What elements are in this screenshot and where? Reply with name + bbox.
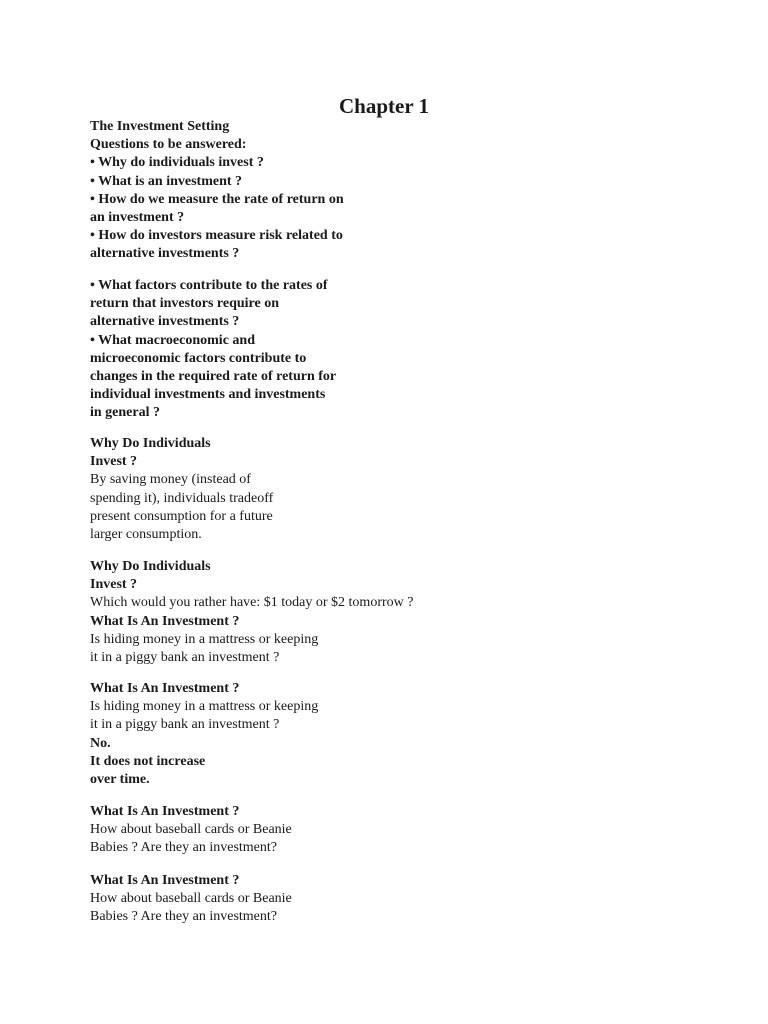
bold-text-line: in general ? (90, 405, 160, 421)
bold-text-line: individual investments and investments (90, 387, 326, 403)
bold-text-line: • How do we measure the rate of return on (90, 191, 344, 207)
text-block (90, 872, 550, 927)
body-text-line: Babies ? Are they an investment? (90, 840, 277, 856)
text-block (90, 558, 550, 667)
body-text-line: it in a piggy bank an investment ? (90, 650, 280, 666)
body-text-line: Is hiding money in a mattress or keeping (90, 699, 319, 715)
bold-text-line: What Is An Investment ? (90, 804, 240, 819)
bold-text-line: It does not increase (90, 753, 206, 769)
bold-text-line: • How do investors measure risk related to (90, 228, 343, 244)
bold-text-line: an investment ? (90, 210, 185, 226)
bold-text-line: over time. (90, 772, 150, 788)
body-text-line: spending it), individuals tradeoff (90, 490, 274, 506)
bold-text-line: return that investors require on (90, 296, 279, 312)
bold-text-line: What Is An Investment ? (90, 873, 240, 888)
body-text-line: it in a piggy bank an investment ? (90, 717, 280, 733)
bold-text-line: Questions to be answered: (90, 137, 247, 153)
text-block (90, 680, 550, 789)
bold-text-line: • What is an investment ? (90, 173, 243, 189)
bold-text-line: Why Do Individuals (90, 436, 211, 451)
text-block (90, 118, 550, 264)
bold-text-line: Why Do Individuals (90, 559, 211, 574)
bold-text-line: Invest ? (90, 577, 138, 593)
body-text-line: How about baseball cards or Beanie (90, 891, 292, 907)
bold-text-line: • What macroeconomic and (90, 332, 255, 348)
bold-text-line: alternative investments ? (90, 246, 240, 262)
bold-text-line: The Investment Setting (90, 119, 230, 134)
body-text-line: larger consumption. (90, 527, 202, 543)
page-title-text: Chapter 1 (338, 94, 430, 118)
text-block (90, 435, 550, 544)
bold-text-line: • What factors contribute to the rates of (90, 278, 328, 293)
page-title (0, 92, 768, 120)
bold-text-line: What Is An Investment ? (90, 613, 240, 629)
text-block (90, 803, 550, 858)
body-text-line: Is hiding money in a mattress or keeping (90, 631, 319, 647)
bold-text-line: • Why do individuals invest ? (90, 155, 264, 171)
body-text-line: Babies ? Are they an investment? (90, 909, 277, 925)
body-text-line: present consumption for a future (90, 508, 273, 524)
bold-text-line: Invest ? (90, 454, 138, 470)
bold-text-line: No. (90, 735, 111, 751)
bold-text-line: What Is An Investment ? (90, 681, 240, 696)
text-block (90, 277, 550, 423)
body-text-line: Which would you rather have: $1 today or $2 tomorrow ? (90, 595, 414, 611)
body-text-line: By saving money (instead of (90, 472, 251, 488)
body-text-line: How about baseball cards or Beanie (90, 822, 292, 838)
bold-text-line: alternative investments ? (90, 314, 240, 330)
bold-text-line: microeconomic factors contribute to (90, 350, 307, 366)
bold-text-line: changes in the required rate of return for (90, 369, 337, 385)
